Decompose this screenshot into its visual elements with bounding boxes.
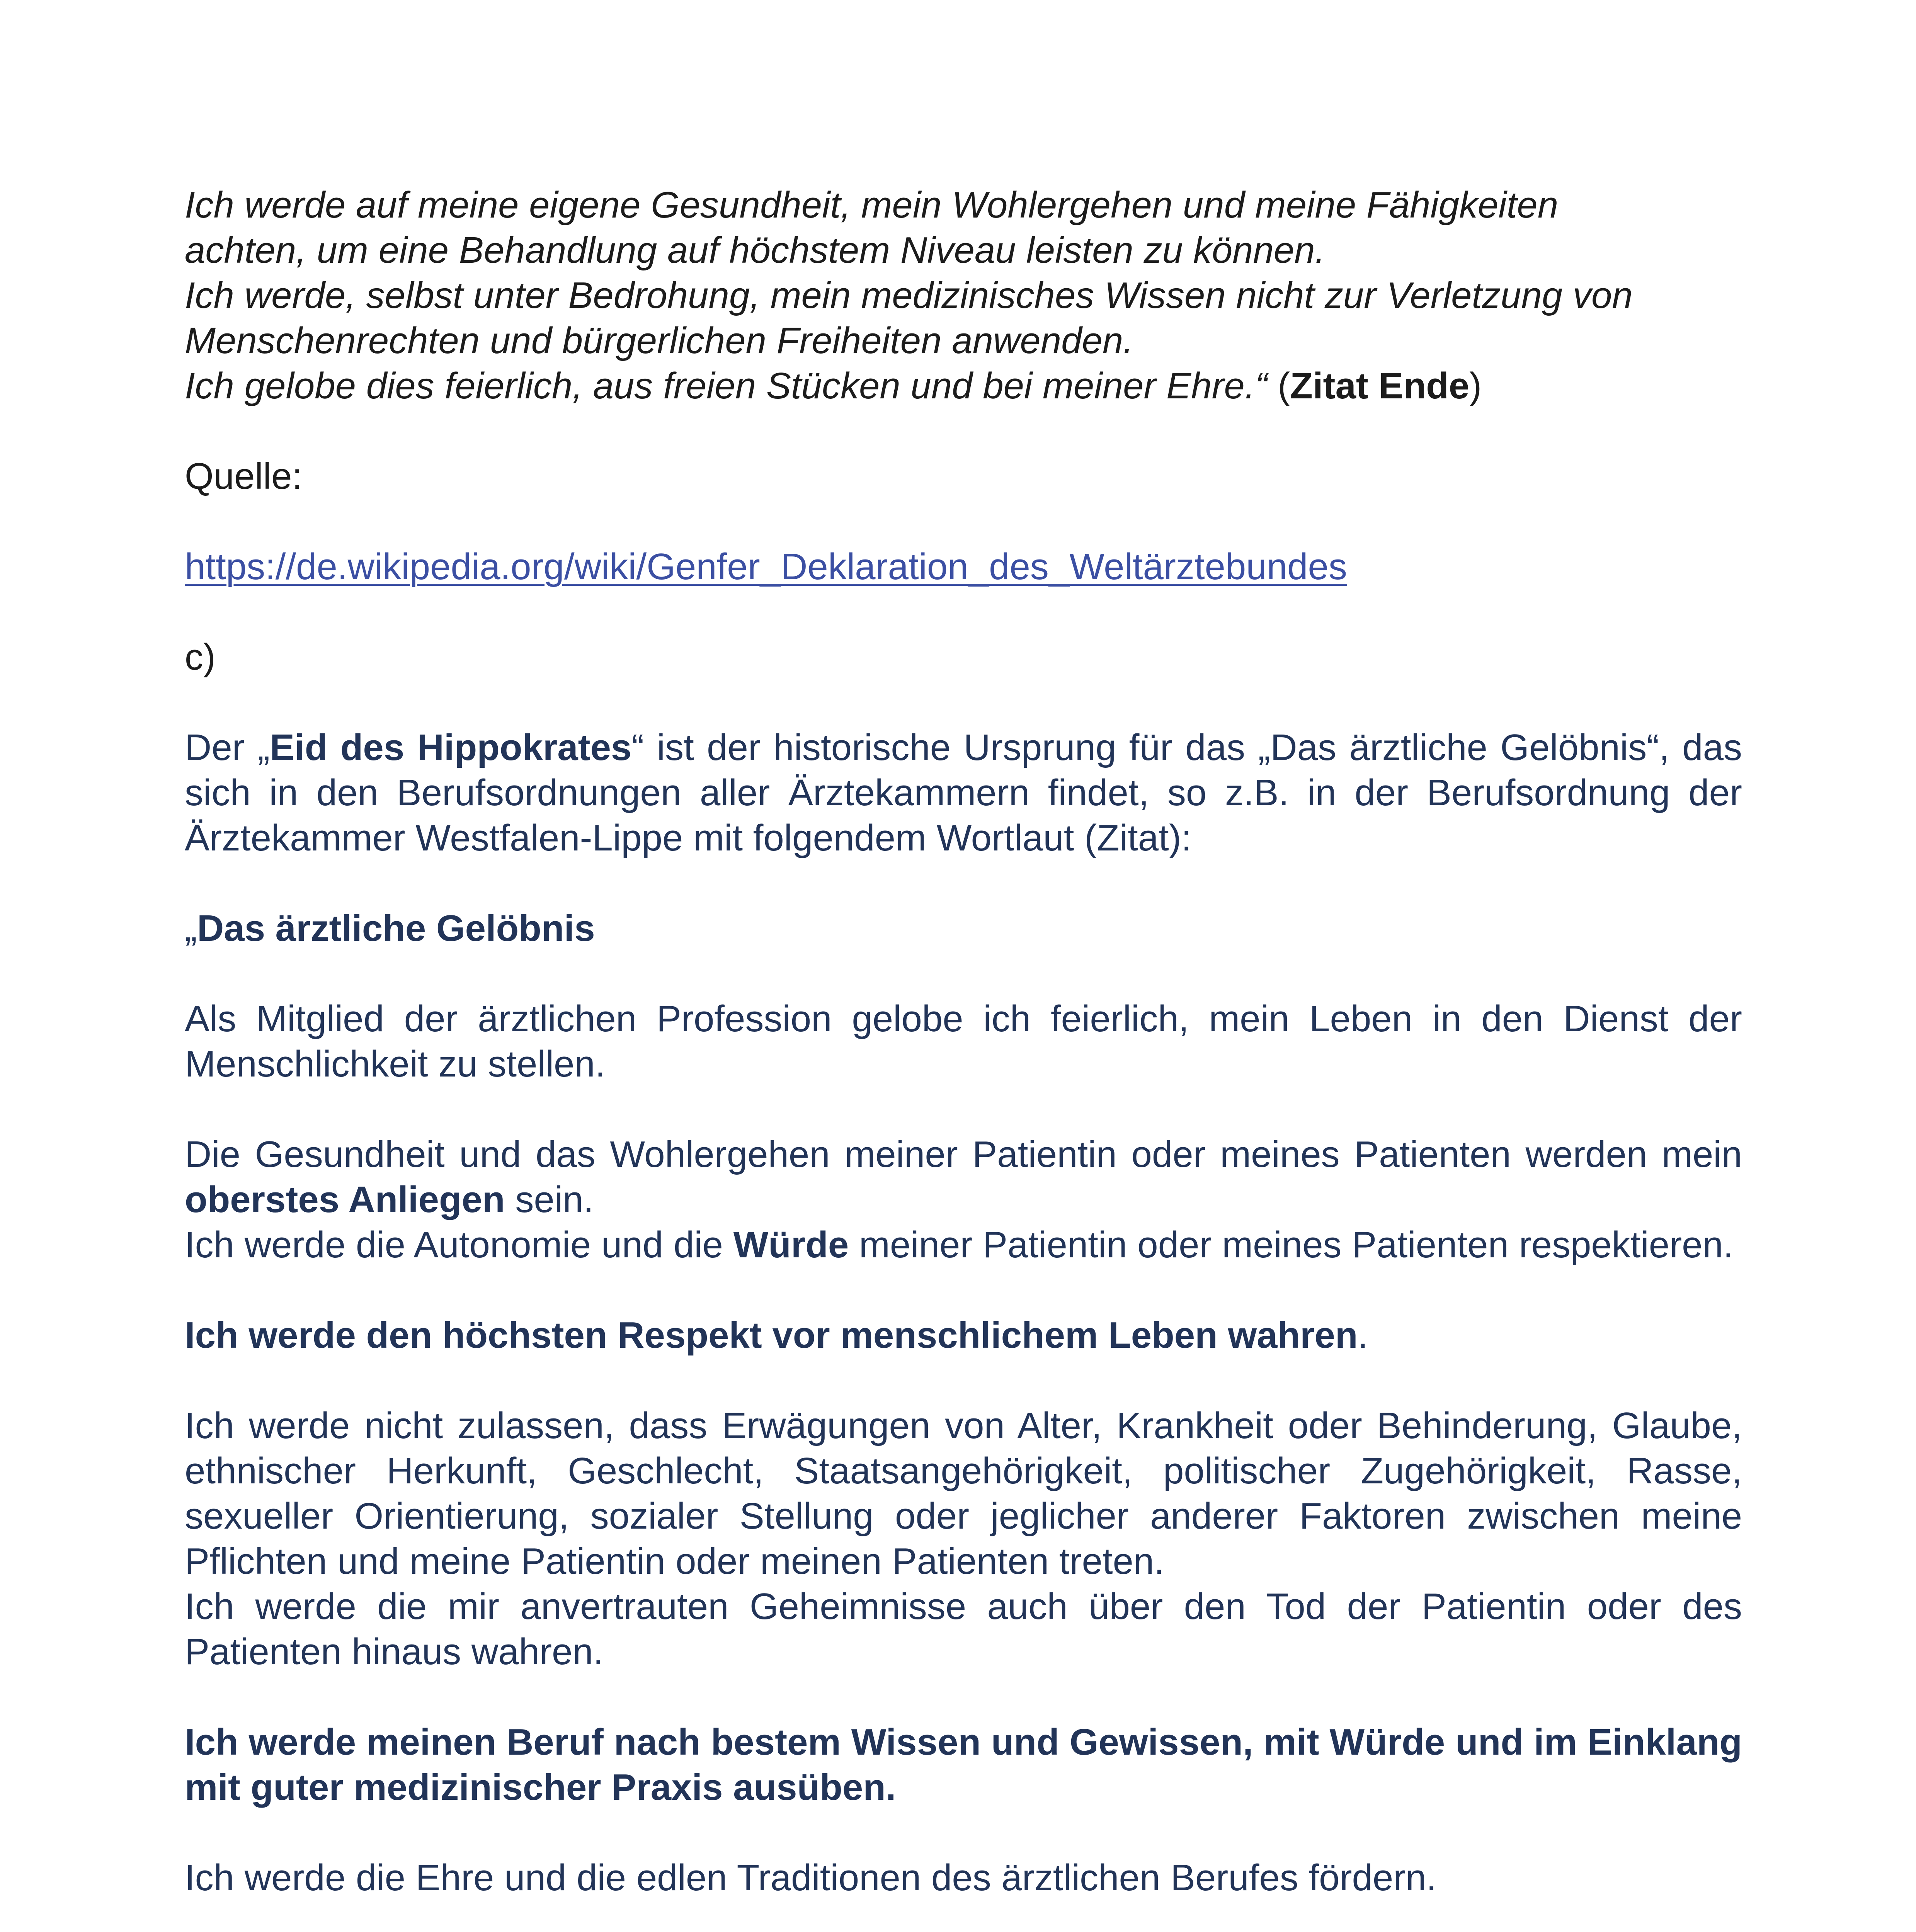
source-link-row <box>185 544 1742 589</box>
pledge-paragraph-4 <box>185 1313 1742 1358</box>
quote-line: achten, um eine Behandlung auf höchstem Niveau leisten zu können. <box>185 230 1326 271</box>
quote-last-text: Ich gelobe dies feierlich, aus freien Stücken und bei meiner Ehre.“ <box>185 365 1268 406</box>
intro-pre: Der „ <box>185 727 270 768</box>
source-link[interactable]: https://de.wikipedia.org/wiki/Genfer_Deklaration_des_Weltärztebundes <box>185 546 1347 587</box>
quote-close-open: ( <box>1267 365 1290 406</box>
pledge-paragraph-3 <box>185 1222 1742 1267</box>
pledge-paragraph-5: Ich werde nicht zulassen, dass Erwägungen von Alter, Krankheit oder Behinderung, Glaube, ethnischer Herkunft, Geschlecht, Staatsangehörigkeit, politischer Zugehörigkeit, Rasse, sexueller Orientierung, sozialer Stellung oder jeglicher anderer Faktoren zwischen meine Pflichten und meine Patientin oder meinen Patienten treten. <box>185 1405 1742 1582</box>
pledge-paragraph-8: Ich werde die Ehre und die edlen Traditionen des ärztlichen Berufes fördern. <box>185 1857 1437 1898</box>
p2-post: sein. <box>505 1179 594 1220</box>
pledge-paragraph-6: Ich werde die mir anvertrauten Geheimnisse auch über den Tod der Patientin oder des Patienten hinaus wahren. <box>185 1586 1742 1672</box>
p4-bold: Ich werde den höchsten Respekt vor menschlichem Leben wahren <box>185 1315 1358 1356</box>
p2-bold: oberstes Anliegen <box>185 1179 505 1220</box>
pledge-paragraph-2 <box>185 1132 1742 1222</box>
intro-post: “ ist der historische Ursprung für das „Das ärztliche Gelöbnis“, das sich in den Berufsordnungen aller Ärztekammern findet, so z.B. in der Berufsordnung der Ärztekammer Westfalen-Lippe mit folgendem Wortlaut (Zitat): <box>185 727 1742 859</box>
quote-line: Ich werde, selbst unter Bedrohung, mein medizinisches Wissen nicht zur Verletzung von <box>185 275 1633 316</box>
section-label: c) <box>185 636 216 678</box>
page-content <box>185 182 1742 1932</box>
quote-line: Menschenrechten und bürgerlichen Freiheiten anwenden. <box>185 320 1133 361</box>
pledge-title-quote: „ <box>185 908 197 949</box>
quote-line: Ich werde auf meine eigene Gesundheit, mein Wohlergehen und meine Fähigkeiten <box>185 184 1559 226</box>
quote-close-end: ) <box>1469 365 1482 406</box>
pledge-title-text: Das ärztliche Gelöbnis <box>197 908 595 949</box>
quote-last-line <box>185 363 1742 408</box>
p3-bold: Würde <box>733 1224 849 1265</box>
p3-post: meiner Patientin oder meines Patienten respektieren. <box>849 1224 1734 1265</box>
intro-paragraph <box>185 725 1742 861</box>
pledge-paragraph-1: Als Mitglied der ärztlichen Profession gelobe ich feierlich, mein Leben in den Dienst der Menschlichkeit zu stellen. <box>185 998 1742 1085</box>
intro-bold-hippokrates: Eid des Hippokrates <box>270 727 632 768</box>
pledge-paragraph-7: Ich werde meinen Beruf nach bestem Wissen und Gewissen, mit Würde und im Einklang mit guter medizinischer Praxis ausüben. <box>185 1721 1742 1808</box>
p2-pre: Die Gesundheit und das Wohlergehen meiner Patientin oder meines Patienten werden mein <box>185 1134 1742 1175</box>
pledge-title <box>185 906 1742 951</box>
p4-post: . <box>1358 1315 1368 1356</box>
source-label: Quelle: <box>185 456 303 497</box>
quote-end-label: Zitat Ende <box>1290 365 1470 406</box>
p3-pre: Ich werde die Autonomie und die <box>185 1224 733 1265</box>
quote-intro-block <box>185 182 1742 408</box>
